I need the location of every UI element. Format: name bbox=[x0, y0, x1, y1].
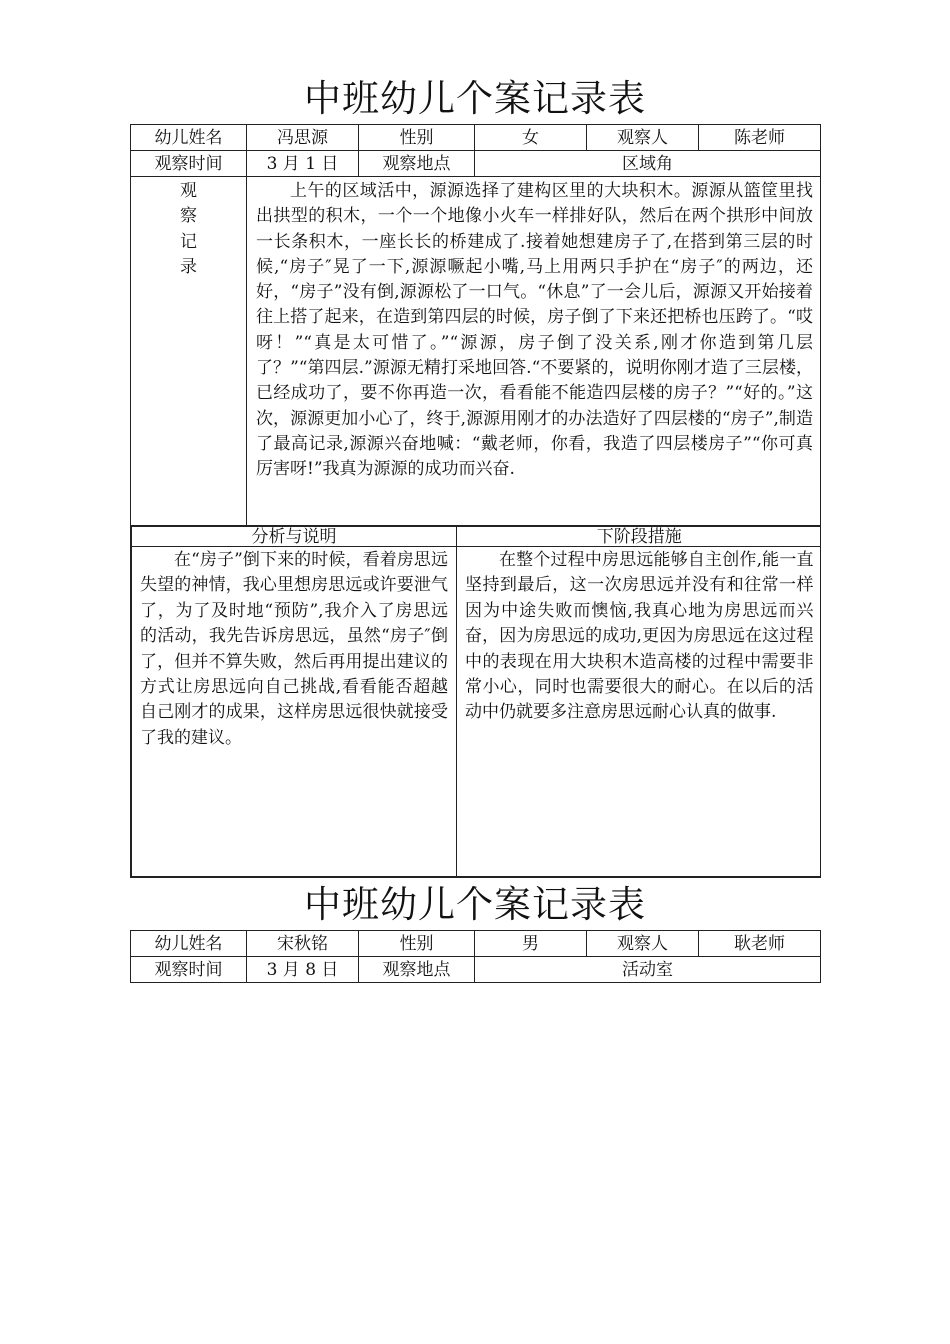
obs-place-value: 活动室 bbox=[475, 957, 821, 983]
observation-row bbox=[131, 177, 821, 526]
info-row-2 bbox=[131, 151, 821, 177]
obs-time-label: 观察时间 bbox=[131, 151, 247, 177]
next-steps-header: 下阶段措施 bbox=[457, 527, 821, 547]
page-title: 中班幼儿个案记录表 bbox=[304, 77, 646, 120]
obs-place-label: 观察地点 bbox=[359, 957, 475, 983]
analysis-body-row bbox=[132, 547, 821, 877]
gender-value: 女 bbox=[475, 125, 587, 151]
gender-label: 性别 bbox=[359, 931, 475, 957]
gender-value: 男 bbox=[475, 931, 587, 957]
observer-value: 陈老师 bbox=[699, 125, 821, 151]
analysis-table bbox=[131, 526, 821, 877]
info-row-1 bbox=[131, 125, 821, 151]
observer-label: 观察人 bbox=[587, 125, 699, 151]
obs-time-value: 3 月 8 日 bbox=[247, 957, 359, 983]
observation-record-text: 上午的区域活中，源源选择了建构区里的大块积木。源源从篮筐里找出拱型的积木，一个一个地像小火车一样排好队，然后在两个拱形中间放一长条积木，一座长长的桥建成了.接着她想建房子了,在搭到第三层的时候,“房子″晃了一下,源源噘起小嘴,马上用两只手护在“房子″的两边，还好，“房子”没有倒,源源松了一口气。“休息”了一会儿后，源源又开始接着往上搭了起来，在造到第四层的时候，房子倒了下来还把桥也压跨了。“哎呀！”“真是太可惜了。”“源源，房子倒了没关系,刚才你造到第几层了？”“第四层.”源源无精打采地回答.“不要紧的，说明你刚才造了三层楼，已经成功了，要不你再造一次，看看能不能造四层楼的房子？”“好的。”这次，源源更加小心了，终于,源源用刚才的办法造好了四层楼的“房子”,制造了最高记录,源源兴奋地喊：“戴老师，你看，我造了四层楼房子”“你可真厉害呀!”我真为源源的成功而兴奋. bbox=[247, 177, 821, 526]
child-name-value: 冯思源 bbox=[247, 125, 359, 151]
obs-place-value: 区域角 bbox=[475, 151, 821, 177]
obs-label-char: 观 bbox=[180, 181, 197, 201]
obs-label-char: 录 bbox=[180, 256, 197, 277]
observer-label: 观察人 bbox=[587, 931, 699, 957]
analysis-header: 分析与说明 bbox=[132, 527, 457, 547]
record-table-2 bbox=[130, 930, 821, 983]
obs-place-label: 观察地点 bbox=[359, 151, 475, 177]
next-steps-text: 在整个过程中房思远能够自主创作,能一直坚持到最后，这一次房思远并没有和往常一样因为中途失败而懊恼,我真心地为房思远而兴奋，因为房思远的成功,更因为房思远在这过程中的表现在用大块积木造高楼的过程中需要非常小心，同时也需要很大的耐心。在以后的活动中仍就要多注意房思远耐心认真的做事. bbox=[457, 547, 821, 877]
info-row-1 bbox=[131, 931, 821, 957]
child-name-label: 幼儿姓名 bbox=[131, 931, 247, 957]
obs-time-value: 3 月 1 日 bbox=[247, 151, 359, 177]
obs-label-char: 察 bbox=[180, 206, 197, 227]
obs-label-char: 记 bbox=[180, 231, 197, 252]
observer-value: 耿老师 bbox=[699, 931, 821, 957]
analysis-text: 在“房子”倒下来的时候，看着房思远失望的神情，我心里想房思远或许要泄气了，为了及时地“预防”,我介入了房思远的活动，我先告诉房思远，虽然“房子″倒了，但并不算失败，然后再用提出建议的方式让房思远向自己挑战,看看能否超越自己刚才的成果，这样房思远很快就接受了我的建议。 bbox=[132, 547, 457, 877]
child-name-value: 宋秋铭 bbox=[247, 931, 359, 957]
info-row-2 bbox=[131, 957, 821, 983]
page-title-2: 中班幼儿个案记录表 bbox=[304, 883, 646, 926]
analysis-header-row bbox=[132, 527, 821, 547]
child-name-label: 幼儿姓名 bbox=[131, 125, 247, 151]
gender-label: 性别 bbox=[359, 125, 475, 151]
record-table-1 bbox=[130, 124, 821, 878]
analysis-section bbox=[131, 526, 821, 878]
observation-record-label bbox=[131, 177, 247, 526]
obs-time-label: 观察时间 bbox=[131, 957, 247, 983]
